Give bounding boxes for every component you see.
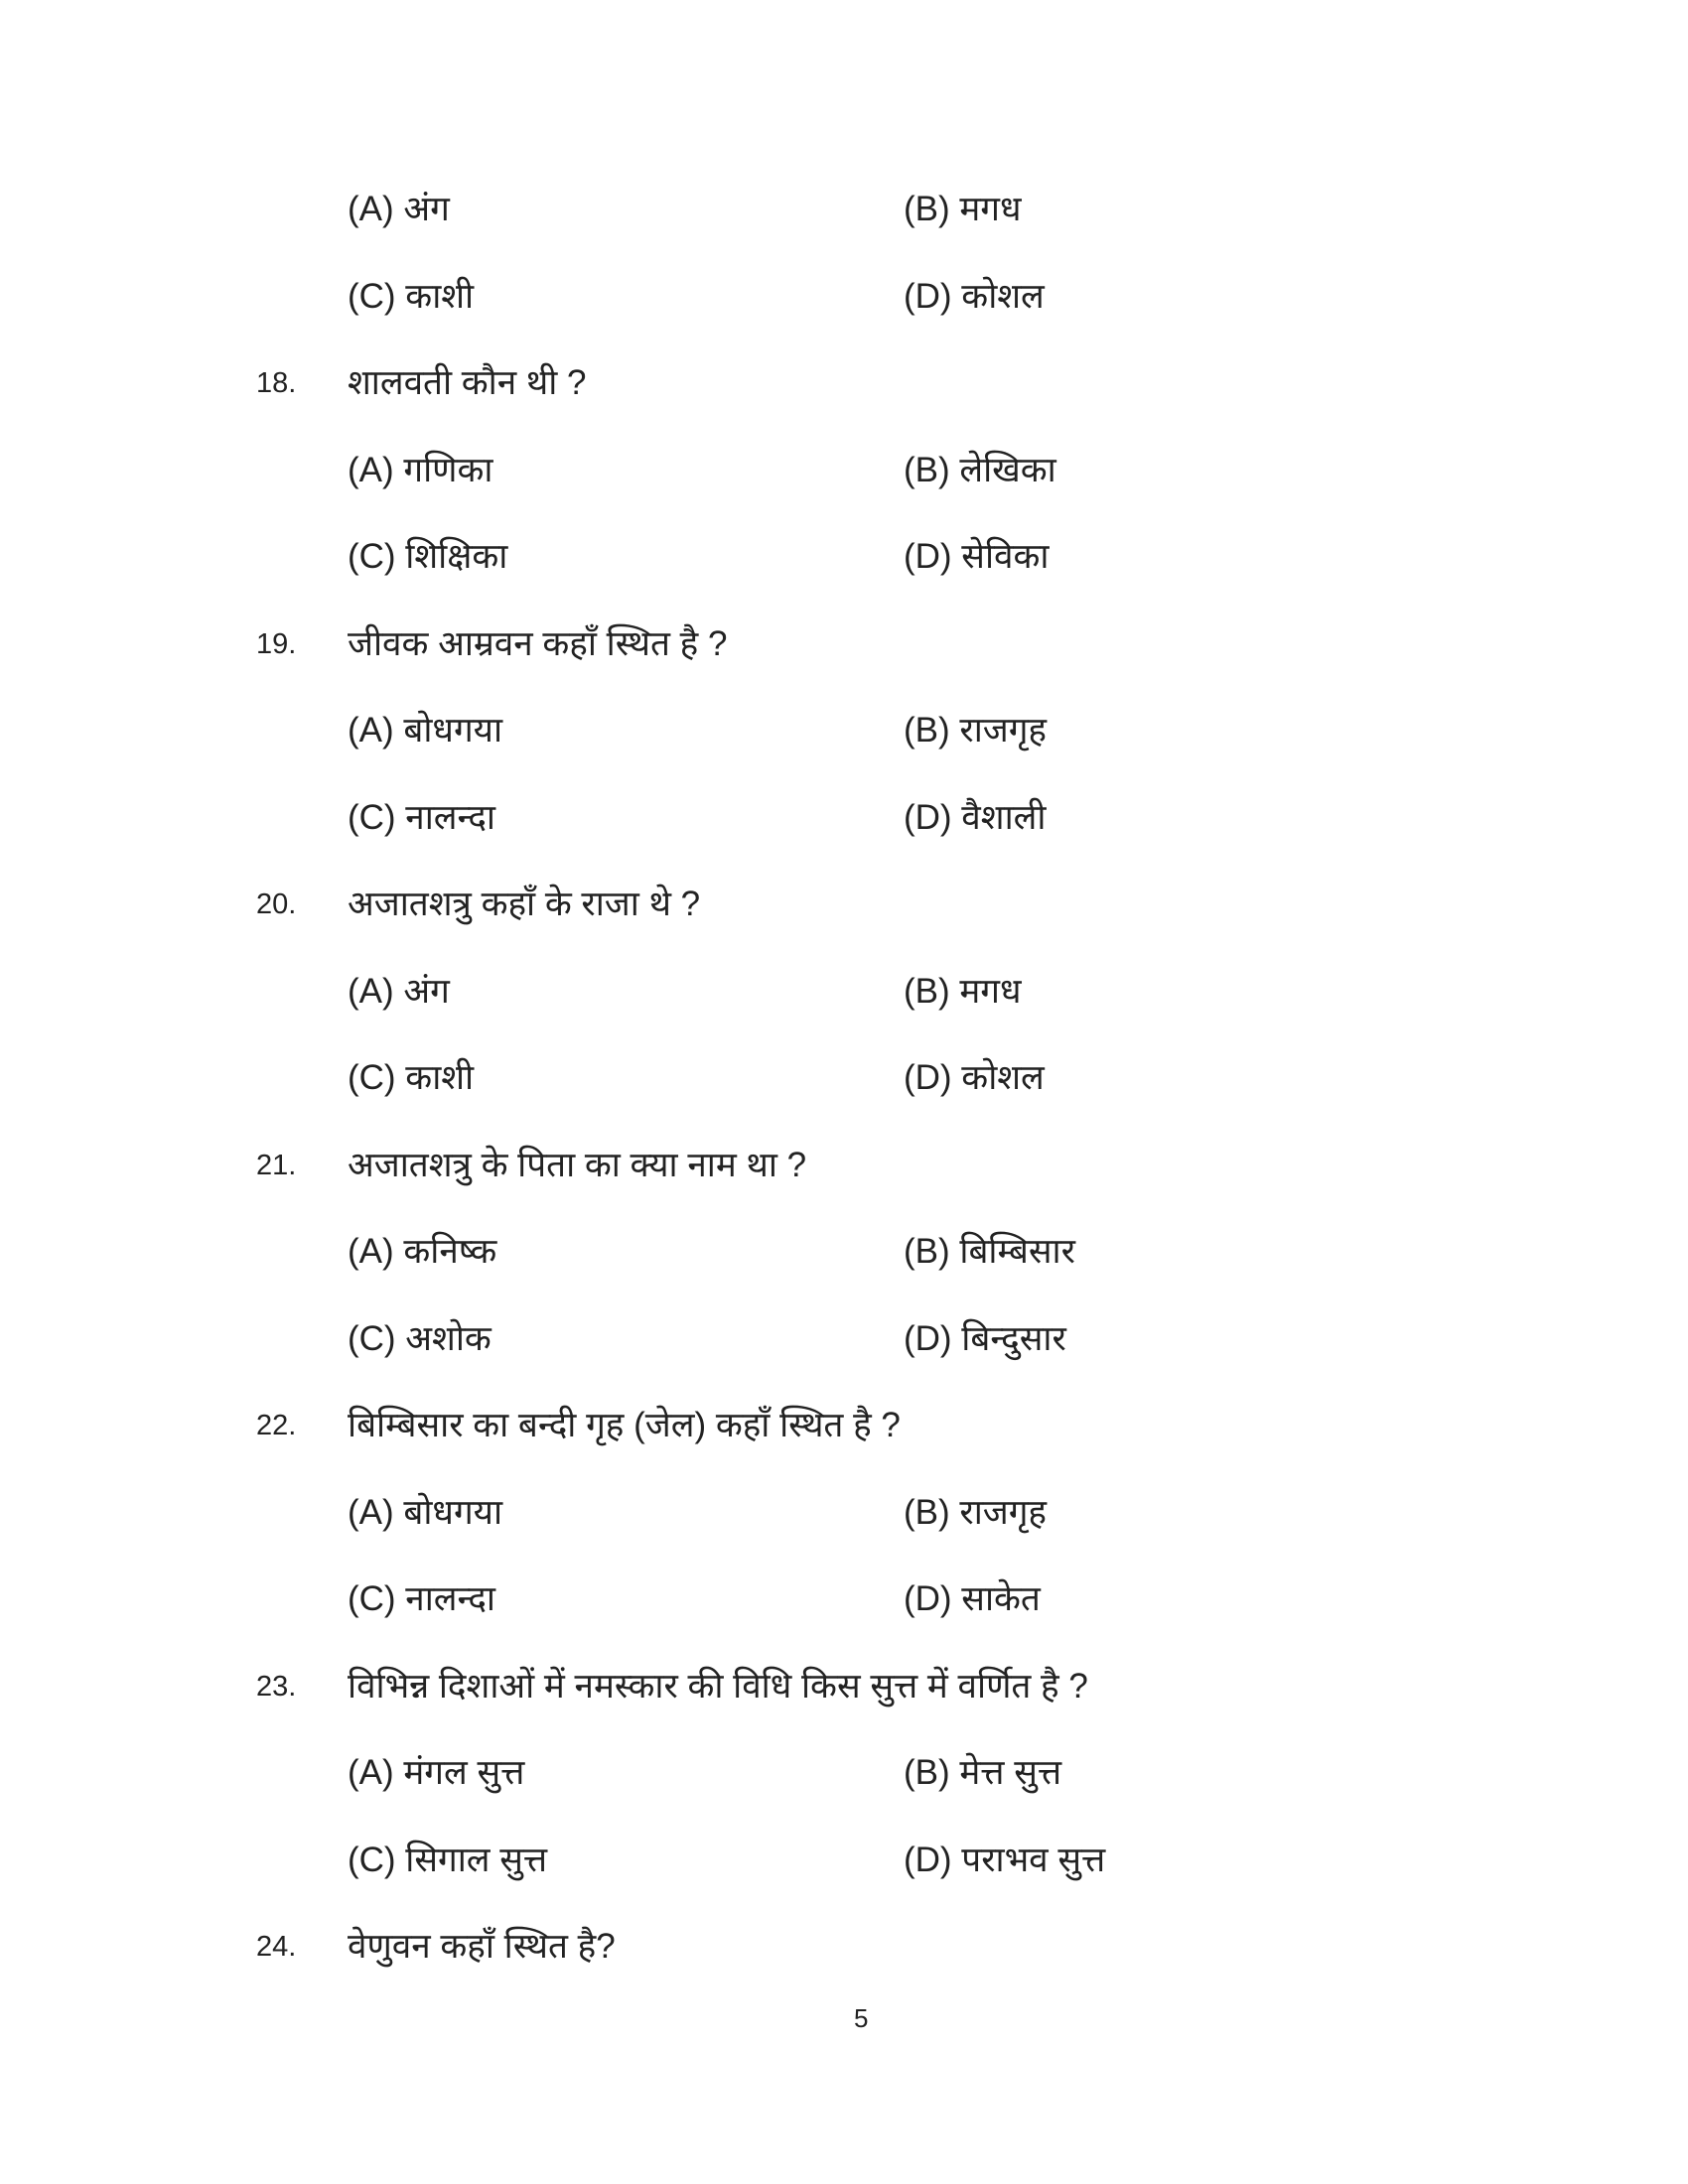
option-d: (D) सेविका: [904, 537, 1050, 576]
question: [0, 619, 1688, 669]
question-text: अजातशत्रु के पिता का क्या नाम था ?: [348, 1145, 807, 1184]
option-row: [0, 1227, 1688, 1277]
option-c: (C) नालन्दा: [348, 797, 495, 837]
question: [0, 880, 1688, 929]
option-d: (D) साकेत: [904, 1579, 1041, 1618]
option-c: (C) अशोक: [348, 1318, 492, 1358]
question-number: 20.: [256, 888, 297, 920]
question: [0, 1401, 1688, 1450]
question-number: 23.: [256, 1670, 297, 1703]
option-d: (D) बिन्दुसार: [904, 1318, 1066, 1358]
option-b: (B) लेखिका: [904, 450, 1056, 489]
option-a: (A) कनिष्क: [348, 1232, 497, 1271]
question-text: वेणुवन कहाँ स्थित है?: [348, 1927, 616, 1966]
question: [0, 1662, 1688, 1711]
question-text: जीवक आम्रवन कहाँ स्थित है ?: [348, 623, 728, 663]
option-row: [0, 446, 1688, 495]
option-d: (D) कोशल: [904, 276, 1045, 316]
option-row: [0, 1314, 1688, 1364]
option-a: (A) बोधगया: [348, 711, 503, 750]
option-b: (B) बिम्बिसार: [904, 1232, 1075, 1271]
option-c: (C) काशी: [348, 276, 475, 316]
option-row: [0, 1836, 1688, 1885]
question: [0, 1141, 1688, 1190]
option-row: [0, 272, 1688, 322]
option-a: (A) अंग: [348, 971, 450, 1011]
option-row: [0, 967, 1688, 1017]
option-a: (A) अंग: [348, 190, 450, 228]
option-row: [0, 706, 1688, 755]
option-row: [0, 1488, 1688, 1538]
option-row: [0, 793, 1688, 843]
option-d: (D) कोशल: [904, 1058, 1045, 1097]
option-a: (A) मंगल सुत्त: [348, 1753, 525, 1792]
question-text: विभिन्न दिशाओं में नमस्कार की विधि किस सुत्त में वर्णित है ?: [348, 1666, 1088, 1706]
question-number: 18.: [256, 367, 297, 399]
option-row: [0, 532, 1688, 582]
question-number: 21.: [256, 1149, 297, 1181]
question: [0, 1922, 1688, 1972]
option-row: [0, 1053, 1688, 1103]
option-a: (A) बोधगया: [348, 1492, 503, 1532]
question-text: अजातशत्रु कहाँ के राजा थे ?: [348, 885, 701, 923]
option-a: (A) गणिका: [348, 450, 493, 489]
option-d: (D) वैशाली: [904, 797, 1047, 837]
option-b: (B) मगध: [904, 971, 1022, 1011]
option-c: (C) सिगाल सुत्त: [348, 1840, 548, 1879]
option-b: (B) मगध: [904, 190, 1022, 228]
option-c: (C) काशी: [348, 1058, 475, 1097]
question-number: 24.: [256, 1931, 297, 1963]
question-number: 22.: [256, 1410, 297, 1441]
option-row: [0, 1574, 1688, 1624]
option-b: (B) राजगृह: [904, 711, 1048, 750]
question-text: शालवती कौन थी ?: [348, 363, 587, 402]
option-c: (C) शिक्षिका: [348, 537, 508, 576]
option-d: (D) पराभव सुत्त: [904, 1840, 1106, 1879]
option-b: (B) राजगृह: [904, 1492, 1048, 1532]
question: [0, 358, 1688, 408]
option-c: (C) नालन्दा: [348, 1579, 495, 1618]
question-number: 19.: [256, 627, 297, 660]
option-row: [0, 1748, 1688, 1798]
question-text: बिम्बिसार का बन्दी गृह (जेल) कहाँ स्थित है ?: [348, 1406, 901, 1444]
option-row: [0, 185, 1688, 234]
page-number: 5: [854, 2003, 869, 2033]
option-b: (B) मेत्त सुत्त: [904, 1753, 1062, 1792]
